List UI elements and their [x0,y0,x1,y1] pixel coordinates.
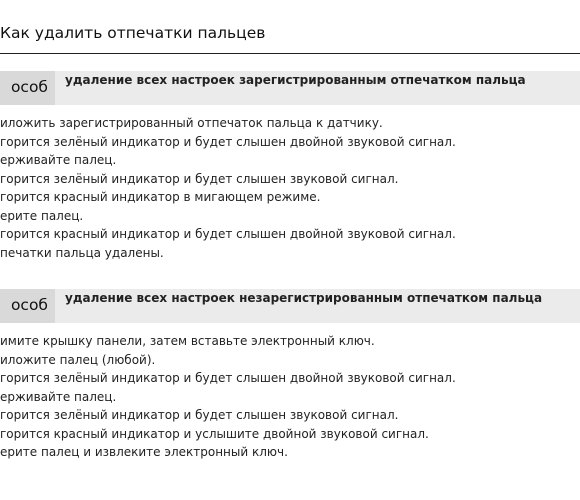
title-divider [0,53,580,54]
step-item: ерживайте палец. [0,153,117,167]
method-header [55,71,580,105]
step-item: горится зелёный индикатор и будет слышен двойной звуковой сигнал. [0,134,456,149]
step-item: горится зелёный индикатор и будет слышен звуковой сигнал. [0,408,399,422]
step-item: иложите палец (любой). [0,352,156,367]
step-item: имите крышку панели, затем вставьте электронный ключ. [0,334,375,348]
step-list [0,332,580,462]
method-label-box [0,71,55,105]
step-item: ерите палец. [0,208,84,223]
method-title: удаление всех настроек незарегистрированным отпечатком пальца [65,291,543,305]
method-label-box [0,289,55,323]
method-title: удаление всех настроек зарегистрированным отпечатком пальца [65,73,526,87]
step-item: ерите палец и извлеките электронный ключ. [0,445,288,459]
step-item: горится красный индикатор и услышите двойной звуковой сигнал. [0,426,429,441]
step-item: иложить зарегистрированный отпечаток пальца к датчику. [0,116,383,130]
step-item: горится зелёный индикатор и будет слышен двойной звуковой сигнал. [0,371,456,385]
method-label: особ [10,296,48,314]
step-item: горится красный индикатор и будет слышен двойной звуковой сигнал. [0,227,456,241]
step-list [0,114,580,262]
step-item: горится красный индикатор в мигающем режиме. [0,190,321,204]
step-item: горится зелёный индикатор и будет слышен звуковой сигнал. [0,171,399,186]
method-header [55,289,580,323]
page-title: Как удалить отпечатки пальцев [0,24,266,42]
step-item: ерживайте палец. [0,389,117,404]
step-item: печатки пальца удалены. [0,245,164,260]
method-label: особ [10,78,48,96]
